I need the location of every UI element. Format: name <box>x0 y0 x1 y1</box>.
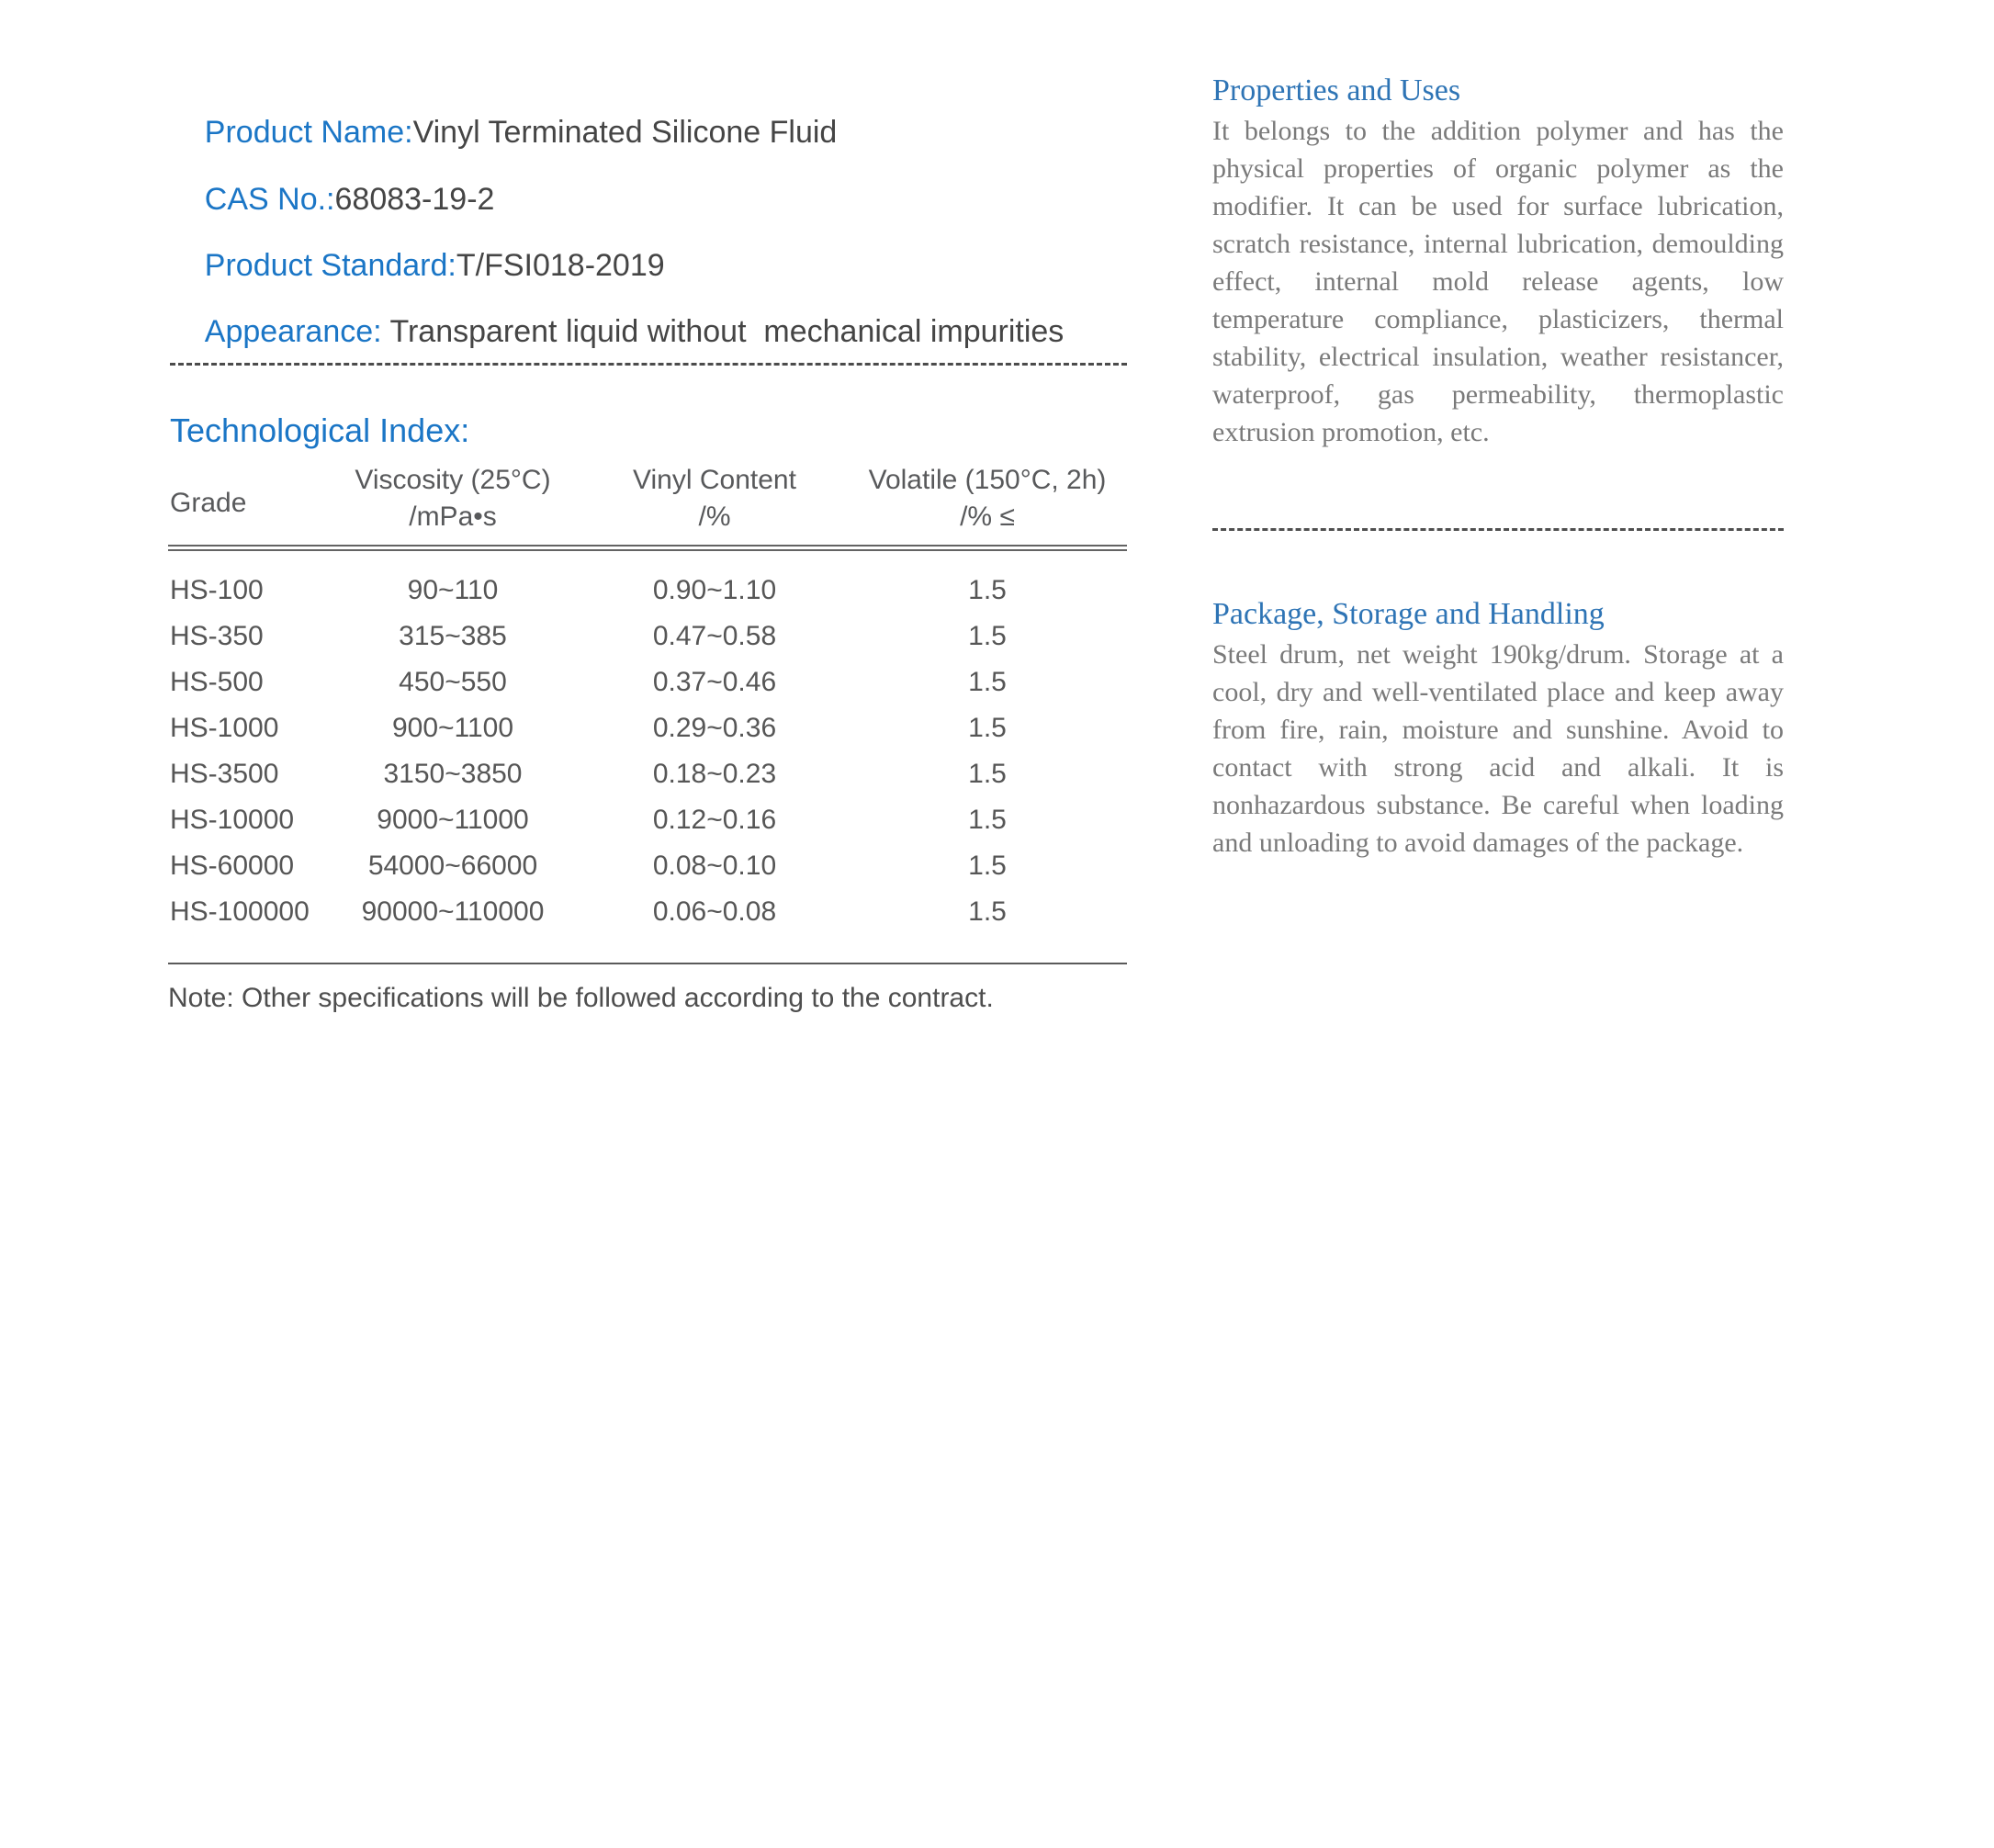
field-value: Transparent liquid without mechanical impurities <box>389 314 1065 349</box>
cell-viscosity: 900~1100 <box>391 713 514 743</box>
field-label: CAS No.: <box>204 182 335 217</box>
col-header-volatile <box>848 462 1127 545</box>
cell-grade: HS-60000 <box>170 851 295 881</box>
col-header-label: Vinyl Content <box>633 465 796 495</box>
table-row <box>168 751 1127 797</box>
field-value: 68083-19-2 <box>334 182 495 217</box>
cell-volatile: 1.5 <box>968 621 1007 651</box>
cell-volatile: 1.5 <box>968 667 1007 697</box>
table-row <box>168 889 1127 935</box>
cell-grade: HS-350 <box>170 621 264 651</box>
left-section-divider <box>170 363 1127 366</box>
cell-volatile: 1.5 <box>968 713 1007 743</box>
field-label: Product Name: <box>204 115 413 150</box>
field-value: Vinyl Terminated Silicone Fluid <box>412 115 838 150</box>
table-row <box>168 614 1127 659</box>
properties-and-uses-title: Properties and Uses <box>1212 73 1461 107</box>
technological-index-title: Technological Index: <box>170 411 470 449</box>
cell-viscosity: 315~385 <box>399 621 507 651</box>
right-section-divider <box>1212 528 1784 531</box>
cell-grade: HS-500 <box>170 667 264 697</box>
cell-viscosity: 450~550 <box>399 667 507 697</box>
cell-vinyl-content: 0.90~1.10 <box>652 575 777 605</box>
table-row <box>168 843 1127 889</box>
cell-volatile: 1.5 <box>968 575 1007 605</box>
cell-grade: HS-10000 <box>170 805 295 835</box>
table-row <box>168 797 1127 843</box>
cell-vinyl-content: 0.29~0.36 <box>652 713 777 743</box>
package-storage-body: Steel drum, net weight 190kg/drum. Storage at a cool, dry and well-ventilated place and keep away from fire, rain, moisture and sunshine. Avoid to contact with strong acid and alkali. It is nonhazardous substance. Be careful when loading and unloading to avoid damages of the package. <box>1212 639 1784 858</box>
field-label: Appearance: <box>204 314 390 349</box>
cell-vinyl-content: 0.18~0.23 <box>652 759 777 789</box>
cell-viscosity: 54000~66000 <box>367 851 538 881</box>
cell-volatile: 1.5 <box>968 896 1007 927</box>
cell-vinyl-content: 0.08~0.10 <box>652 851 777 881</box>
table-header-row <box>168 456 1127 545</box>
col-header-unit: /% ≤ <box>960 501 1015 532</box>
field-label: Product Standard: <box>204 248 456 283</box>
col-header-vinyl-content <box>581 462 848 545</box>
tech-index-table <box>168 456 1127 1014</box>
cell-volatile: 1.5 <box>968 851 1007 881</box>
table-note: Note: Other specifications will be followed according to the contract. <box>168 983 994 1013</box>
cell-vinyl-content: 0.37~0.46 <box>652 667 777 697</box>
cell-vinyl-content: 0.12~0.16 <box>652 805 777 835</box>
cell-grade: HS-3500 <box>170 759 279 789</box>
col-header-label: Volatile (150°C, 2h) <box>868 465 1107 495</box>
appearance-field <box>170 276 1064 387</box>
cell-viscosity: 3150~3850 <box>383 759 523 789</box>
table-row <box>168 705 1127 751</box>
cell-viscosity: 90000~110000 <box>361 896 545 927</box>
col-header-label: Viscosity (25°C) <box>355 465 551 495</box>
table-row <box>168 659 1127 705</box>
cell-vinyl-content: 0.47~0.58 <box>652 621 777 651</box>
col-header-label: Grade <box>170 488 247 518</box>
table-bottom-rule <box>168 963 1127 964</box>
table-row <box>168 568 1127 614</box>
table-body <box>168 568 1127 935</box>
col-header-viscosity <box>324 462 581 545</box>
cell-grade: HS-100 <box>170 575 264 605</box>
cell-grade: HS-100000 <box>170 896 310 927</box>
cell-grade: HS-1000 <box>170 713 279 743</box>
field-value: T/FSI018-2019 <box>456 248 665 283</box>
col-header-unit: /% <box>698 501 731 532</box>
col-header-unit: /mPa•s <box>409 501 497 532</box>
col-header-grade <box>168 462 324 545</box>
cell-volatile: 1.5 <box>968 805 1007 835</box>
cell-viscosity: 9000~11000 <box>377 805 529 835</box>
cell-viscosity: 90~110 <box>407 575 499 605</box>
cell-volatile: 1.5 <box>968 759 1007 789</box>
table-header-rule <box>168 545 1127 551</box>
properties-and-uses-body: It belongs to the addition polymer and has the physical properties of organic polymer as the modifier. It can be used for surface lubrication, scratch resistance, internal lubrication, demoulding effect, internal mold release agents, low temperature compliance, plasticizers, thermal stability, electrical insulation, weather resistancer, waterproof, gas permeability, thermoplastic extrusion promotion, etc. <box>1212 116 1784 447</box>
cell-vinyl-content: 0.06~0.08 <box>652 896 777 927</box>
package-storage-title: Package, Storage and Handling <box>1212 597 1605 631</box>
